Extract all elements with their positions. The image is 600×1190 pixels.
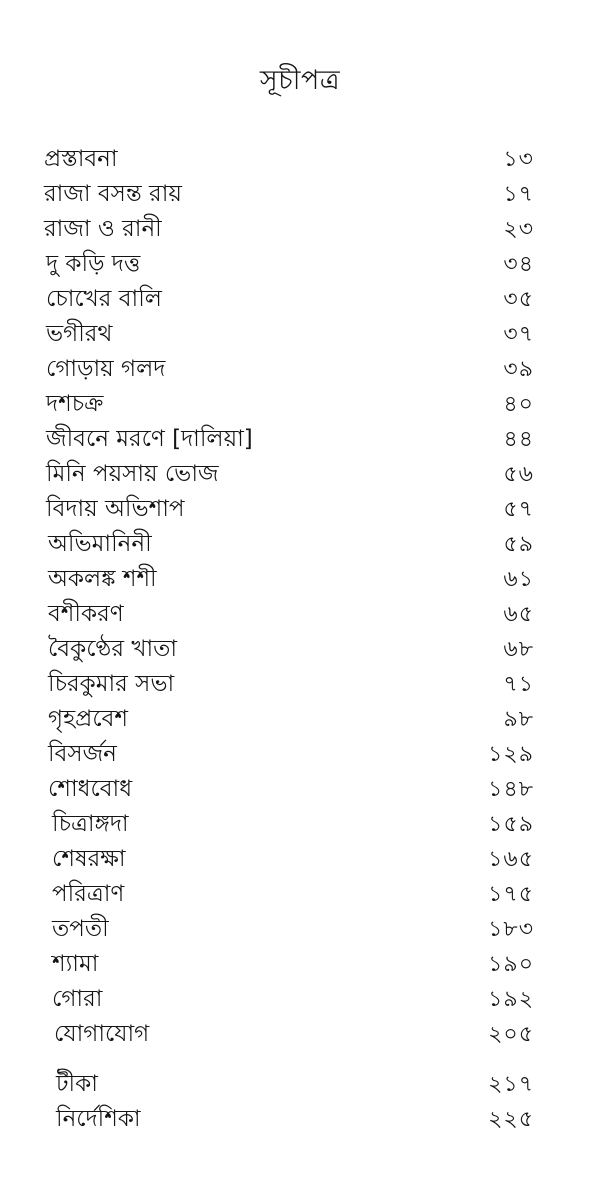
toc-entry-page-number: ১৪৮ [488,777,534,802]
toc-entry-title: দশচক্র [46,391,104,417]
toc-entry [0,212,600,247]
toc-entry-title: চিরকুমার সভা [48,671,175,697]
toc-entry-title: চোখের বালি [46,286,162,312]
toc-entry [0,457,600,492]
toc-entry [0,177,600,212]
toc-entry-title: ভগীরথ [46,321,113,347]
toc-entry-page-number: ৩৯ [503,357,534,382]
toc-entry-page-number: ১৭ [503,182,534,207]
toc-entry-page-number: ৬১ [503,567,534,592]
toc-entry-page-number: ১৭৫ [488,882,534,907]
toc-entry-page-number: ২২৫ [488,1107,534,1132]
toc-entry [0,247,600,282]
toc-entry-title: রাজা ও রানী [44,216,162,242]
toc-entry [0,947,600,982]
toc-entry [0,492,600,527]
toc-entry-page-number: ১৬৫ [488,847,534,872]
toc-entry-page-number: ১২৯ [488,742,534,767]
toc-entry [0,1017,600,1052]
toc-entry [0,912,600,947]
toc-entry [0,562,600,597]
toc-entry-title: শেষরক্ষা [52,846,126,872]
toc-entry [0,667,600,702]
toc-entry-page-number: ২০৫ [488,1022,534,1047]
toc-entry-title: মিনি পয়সায় ভোজ [46,461,219,487]
toc-entry-page-number: ৬৮ [503,637,534,662]
toc-entry-page-number: ৫৭ [503,497,534,522]
toc-entry-title: রাজা বসন্ত রায় [44,181,182,207]
toc-entry [0,1067,600,1102]
toc-entry-page-number: ৭১ [503,672,534,697]
toc-entry-page-number: ৪০ [503,392,534,417]
toc-entry [0,632,600,667]
toc-entry-page-number: ৩৫ [503,287,534,312]
toc-entry-title: গোরা [52,986,103,1012]
toc-entry [0,282,600,317]
toc-entry-title: পরিত্রাণ [52,881,125,907]
toc-entry-title: তপতী [52,916,109,942]
toc-entry-page-number: ১৯২ [488,987,534,1012]
toc-entry-page-number: ৩৭ [503,322,534,347]
toc-entry [0,877,600,912]
toc-entry [0,387,600,422]
toc-entry-page-number: ৫৯ [503,532,534,557]
toc-entry-page-number: ৩৪ [503,252,534,277]
toc-entry-title: অভিমানিনী [48,531,152,557]
toc-entry-title: গোড়ায় গলদ [46,356,166,382]
toc-entry-title: জীবনে মরণে [দালিয়া] [46,426,253,452]
toc-entry-title: প্রস্তাবনা [44,146,118,172]
toc-entry-page-number: ৫৬ [503,462,534,487]
toc-entry-title: শ্যামা [52,951,99,977]
toc-entry [0,422,600,457]
toc-entry-title: গৃহপ্রবেশ [48,706,128,732]
toc-entry-page-number: ১৯০ [488,952,534,977]
toc-entry [0,352,600,387]
toc-entry-title: বিদায় অভিশাপ [46,496,185,522]
toc-entry-title: চিত্রাঙ্গদা [52,811,129,837]
toc-entry [0,807,600,842]
toc-entry [0,317,600,352]
toc-entry [0,842,600,877]
toc-entry-title: টীকা [56,1071,98,1097]
toc-entry [0,142,600,177]
toc-entry [0,1102,600,1137]
toc-entry-page-number: ২৩ [503,217,534,242]
toc-entry [0,772,600,807]
toc-entry-title: দু কড়ি দত্ত [46,251,141,277]
toc-entry-page-number: ৯৮ [503,707,534,732]
toc-entry [0,597,600,632]
toc-entry [0,702,600,737]
toc-entry-title: বিসর্জন [48,741,117,767]
toc-entry-page-number: ২১৭ [488,1072,534,1097]
toc-entry [0,737,600,772]
page-title: সূচীপত্র [259,65,341,96]
toc-entry-title: নির্দেশিকা [56,1106,141,1132]
toc-entry-page-number: ৬৫ [503,602,534,627]
toc-entry-title: অকলঙ্ক শশী [48,566,157,592]
toc-entry-page-number: ১৮৩ [488,917,534,942]
toc-entry [0,982,600,1017]
toc-entry [0,527,600,562]
toc-entry-title: যোগাযোগ [54,1021,150,1047]
toc-entry-title: শোধবোধ [48,776,133,802]
toc-entry-page-number: ৪৪ [503,427,534,452]
toc-entry-title: বৈকুণ্ঠের খাতা [48,636,178,662]
toc-entry-page-number: ১৩ [503,147,534,172]
toc-entry-title: বশীকরণ [48,601,124,627]
toc-entry-page-number: ১৫৯ [488,812,534,837]
